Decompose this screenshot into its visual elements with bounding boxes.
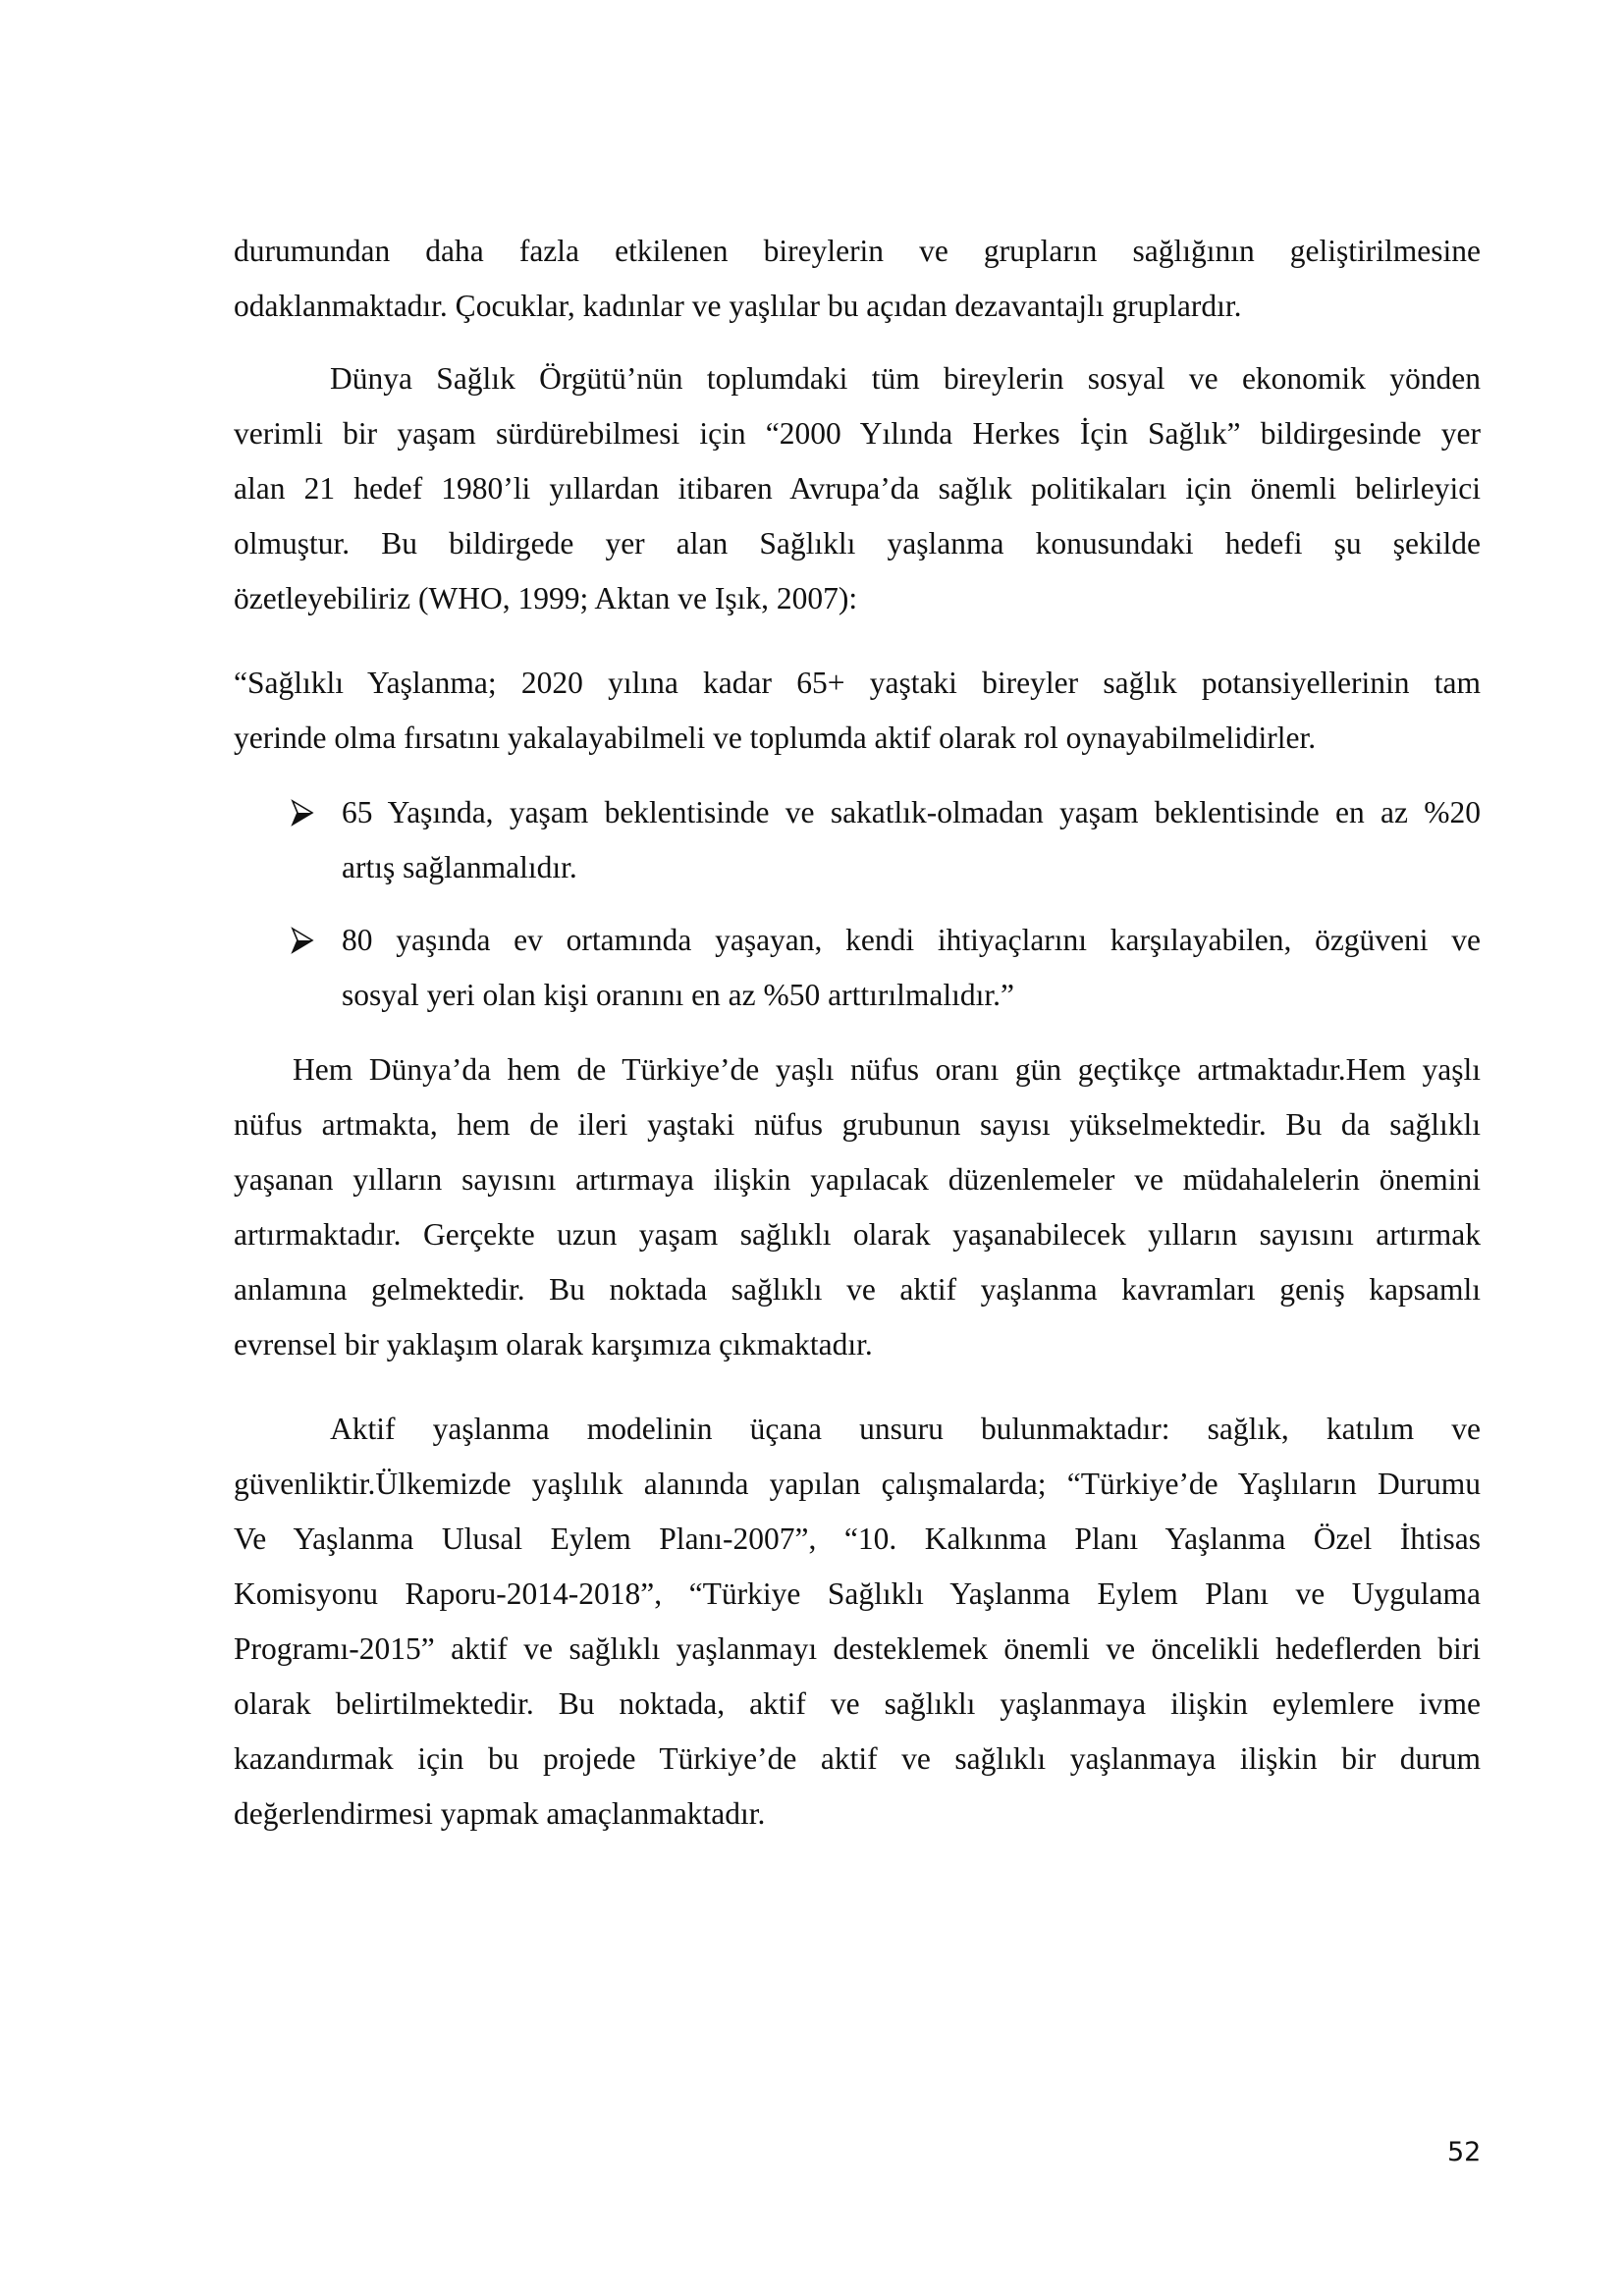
bullet-text-line: 80 yaşında ev ortamında yaşayan, kendi ihtiyaçlarını karşılayabilen, özgüveni ve [342, 923, 1481, 957]
text-line: Programı-2015” aktif ve sağlıklı yaşlanmayı desteklemek önemli ve öncelikli hedeflerden biri [234, 1631, 1481, 1666]
text-line: Aktif yaşlanma modelinin üçana unsuru bulunmaktadır: sağlık, katılım ve [330, 1412, 1481, 1446]
text-line: durumundan daha fazla etkilenen bireylerin ve grupların sağlığının geliştirilmesine [234, 234, 1481, 268]
text-line: güvenliktir.Ülkemizde yaşlılık alanında yapılan çalışmalarda; “Türkiye’de Yaşlıların Durumu [234, 1467, 1481, 1501]
text-line: olmuştur. Bu bildirgede yer alan Sağlıklı yaşlanma konusundaki hedefi şu şekilde [234, 526, 1481, 561]
bullet-text-line: artış sağlanmalıdır. [342, 850, 577, 884]
text-line: Dünya Sağlık Örgütü’nün toplumdaki tüm bireylerin sosyal ve ekonomik yönden [330, 361, 1481, 396]
bullet-text-line: sosyal yeri olan kişi oranını en az %50 arttırılmalıdır.” [342, 978, 1014, 1012]
bullet-text-line: 65 Yaşında, yaşam beklentisinde ve sakatlık-olmadan yaşam beklentisinde en az %20 [342, 795, 1481, 829]
text-line: verimli bir yaşam sürdürebilmesi için “2000 Yılında Herkes İçin Sağlık” bildirgesinde yer [234, 416, 1481, 451]
text-line: nüfus artmakta, hem de ileri yaştaki nüfus grubunun sayısı yükselmektedir. Bu da sağlıklı [234, 1107, 1481, 1142]
text-line: Komisyonu Raporu-2014-2018”, “Türkiye Sağlıklı Yaşlanma Eylem Planı ve Uygulama [234, 1576, 1481, 1611]
text-line: Hem Dünya’da hem de Türkiye’de yaşlı nüfus oranı gün geçtikçe artmaktadır.Hem yaşlı [293, 1052, 1481, 1087]
text-line: odaklanmaktadır. Çocuklar, kadınlar ve yaşlılar bu açıdan dezavantajlı gruplardır. [234, 289, 1242, 323]
text-line: alan 21 hedef 1980’li yıllardan itibaren Avrupa’da sağlık politikaları için önemli belirleyici [234, 471, 1481, 506]
text-line: Ve Yaşlanma Ulusal Eylem Planı-2007”, “10. Kalkınma Planı Yaşlanma Özel İhtisas [234, 1522, 1481, 1556]
text-line: anlamına gelmektedir. Bu noktada sağlıklı ve aktif yaşlanma kavramları geniş kapsamlı [234, 1272, 1481, 1307]
arrowhead-bullet-icon [291, 799, 314, 827]
text-line: özetleyebiliriz (WHO, 1999; Aktan ve Işık, 2007): [234, 581, 858, 615]
text-line: artırmaktadır. Gerçekte uzun yaşam sağlıklı olarak yaşanabilecek yılların sayısını artırmak [234, 1217, 1481, 1252]
page-number: 52 [1447, 2137, 1482, 2167]
text-line: “Sağlıklı Yaşlanma; 2020 yılına kadar 65+ yaştaki bireyler sağlık potansiyellerinin tam [234, 666, 1481, 700]
text-line: yaşanan yılların sayısını artırmaya ilişkin yapılacak düzenlemeler ve müdahalelerin önemini [234, 1162, 1481, 1197]
text-line: kazandırmak için bu projede Türkiye’de aktif ve sağlıklı yaşlanmaya ilişkin bir durum [234, 1741, 1481, 1776]
text-line: yerinde olma fırsatını yakalayabilmeli ve toplumda aktif olarak rol oynayabilmelidirler. [234, 721, 1317, 755]
text-line: değerlendirmesi yapmak amaçlanmaktadır. [234, 1796, 766, 1831]
arrowhead-bullet-icon [291, 927, 314, 954]
text-line: olarak belirtilmektedir. Bu noktada, aktif ve sağlıklı yaşlanmaya ilişkin eylemlere ivme [234, 1686, 1481, 1721]
text-line: evrensel bir yaklaşım olarak karşımıza çıkmaktadır. [234, 1327, 873, 1362]
